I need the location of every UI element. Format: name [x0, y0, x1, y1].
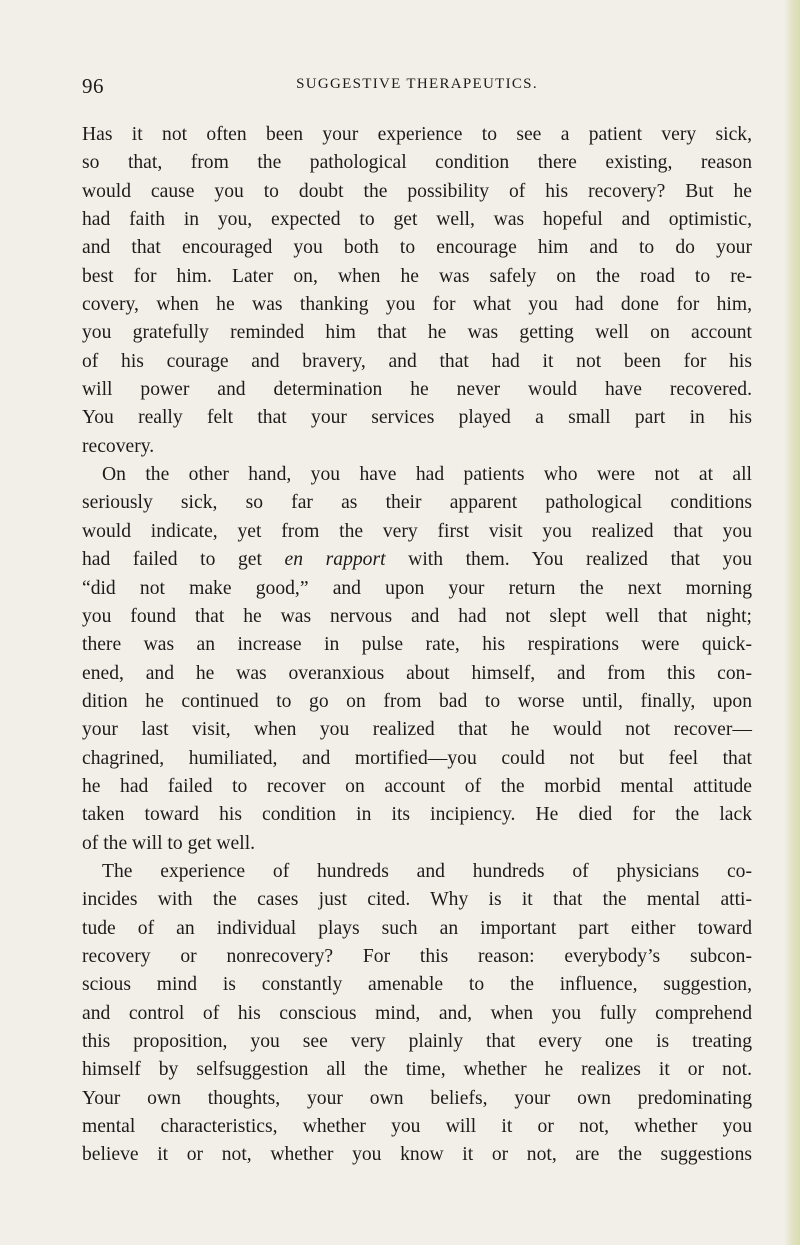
text-run: scious mind is constantly amenable to the influence, suggestion,: [82, 974, 752, 996]
text-run: mental characteristics, whether you will it or not, whether you: [82, 1116, 752, 1138]
page-edge-shadow: [784, 0, 800, 1245]
text-line: [82, 518, 752, 546]
text-run: of the will to get well.: [82, 832, 256, 854]
text-line: [82, 461, 752, 489]
text-run: of his courage and bravery, and that had it not been for his: [82, 350, 752, 372]
text-line: [82, 121, 752, 149]
text-run: The experience of hundreds and hundreds of physicians co-: [102, 860, 752, 882]
text-run: best for him. Later on, when he was safely on the road to re-: [82, 265, 752, 287]
text-run: ened, and he was overanxious about himself, and from this con-: [82, 662, 752, 684]
text-line: [82, 575, 752, 603]
text-run: tude of an individual plays such an important part either toward: [82, 917, 752, 939]
text-run: believe it or not, whether you know it or not, are the suggestions: [82, 1144, 752, 1166]
text-run: Your own thoughts, your own beliefs, your own predominating: [82, 1087, 752, 1109]
text-line: [82, 1000, 752, 1028]
italic-phrase: en rapport: [284, 549, 386, 571]
text-line: [82, 149, 752, 177]
text-line: [82, 319, 752, 347]
text-run: taken toward his condition in its incipiency. He died for the lack: [82, 804, 752, 826]
text-run: dition he continued to go on from bad to worse until, finally, upon: [82, 690, 752, 712]
text-run: this proposition, you see very plainly that every one is treating: [82, 1031, 752, 1052]
text-run: would cause you to doubt the possibility of his recovery? But he: [82, 180, 752, 202]
text-line: [82, 234, 752, 262]
text-line: [82, 745, 752, 773]
text-line: [82, 489, 752, 517]
text-line: [82, 886, 752, 914]
page-number: 96: [82, 74, 104, 98]
text-line: [82, 433, 752, 461]
text-line: [82, 1085, 752, 1113]
text-line: [82, 660, 752, 688]
text-line: [82, 178, 752, 206]
text-run: recovery or nonrecovery? For this reason: everybody’s subcon-: [82, 945, 752, 967]
text-line: [82, 1141, 752, 1169]
text-line: [82, 263, 752, 291]
text-run: recovery.: [82, 435, 155, 457]
text-line: [82, 631, 752, 659]
text-run: had failed to get: [82, 549, 285, 571]
text-run: and control of his conscious mind, and, when you fully comprehend: [82, 1002, 752, 1024]
text-run: would indicate, yet from the very first visit you realized that you: [82, 520, 752, 542]
text-line: [82, 1028, 752, 1056]
text-run: and that encouraged you both to encourage him and to do your: [82, 237, 752, 259]
text-run: you found that he was nervous and had not slept well that night;: [82, 605, 752, 627]
text-line: [82, 716, 752, 744]
running-head: [82, 74, 752, 104]
text-line: [82, 291, 752, 319]
text-line: [82, 206, 752, 234]
text-line: [82, 773, 752, 801]
body-text: [82, 121, 752, 1170]
text-run: had faith in you, expected to get well, was hopeful and optimistic,: [82, 209, 752, 231]
text-run: he had failed to recover on account of the morbid mental attitude: [82, 775, 752, 797]
text-run: covery, when he was thanking you for what you had done for him,: [82, 294, 752, 316]
text-run: you gratefully reminded him that he was getting well on account: [82, 322, 752, 344]
text-run: himself by selfsuggestion all the time, whether he realizes it or not.: [82, 1059, 752, 1081]
text-line: [82, 1113, 752, 1141]
text-run: incides with the cases just cited. Why is it that the mental atti-: [82, 889, 752, 911]
text-line: [82, 376, 752, 404]
text-line: [82, 858, 752, 886]
text-run: your last visit, when you realized that he would not recover—: [82, 719, 752, 741]
text-line: [82, 943, 752, 971]
text-run: there was an increase in pulse rate, his respirations were quick-: [82, 634, 752, 656]
text-line: [82, 801, 752, 829]
text-line: [82, 404, 752, 432]
text-run: chagrined, humiliated, and mortified—you could not but feel that: [82, 747, 752, 769]
text-line: [82, 688, 752, 716]
text-run: You really felt that your services played a small part in his: [82, 407, 752, 429]
text-run: will power and determination he never would have recovered.: [82, 379, 752, 401]
text-run: “did not make good,” and upon your return the next morning: [82, 577, 752, 599]
text-line: [82, 971, 752, 999]
text-run: seriously sick, so far as their apparent pathological conditions: [82, 492, 752, 514]
text-line: [82, 1056, 752, 1084]
text-run: with them. You realized that you: [385, 549, 752, 571]
text-run: On the other hand, you have had patients who were not at all: [102, 464, 752, 486]
text-run: Has it not often been your experience to see a patient very sick,: [82, 124, 752, 145]
text-line: [82, 915, 752, 943]
text-line: [82, 830, 752, 858]
text-line: [82, 546, 752, 574]
text-line: [82, 603, 752, 631]
running-title: SUGGESTIVE THERAPEUTICS.: [296, 76, 538, 92]
text-line: [82, 348, 752, 376]
text-run: so that, from the pathological condition there existing, reason: [82, 152, 752, 174]
